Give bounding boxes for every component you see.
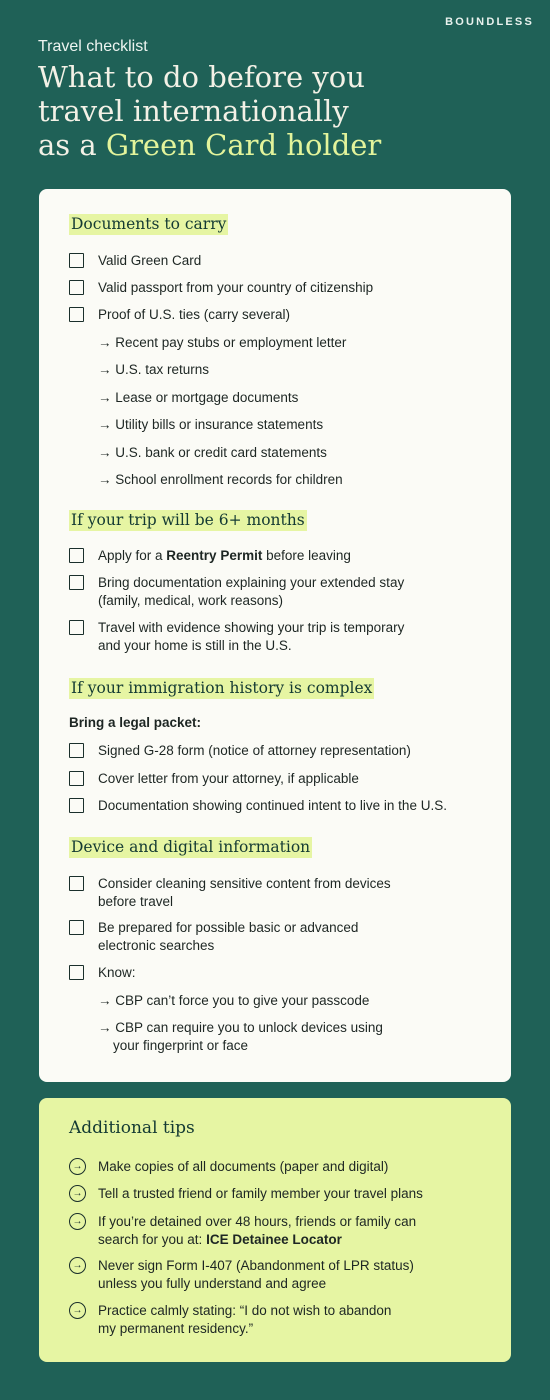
arrow-circle-icon: → bbox=[69, 1257, 86, 1274]
checkbox-icon[interactable] bbox=[69, 743, 84, 758]
section-title-device: Device and digital information bbox=[71, 838, 311, 856]
section-title-immigration: If your immigration history is complex bbox=[71, 679, 373, 697]
ice-detainee-locator-link[interactable]: ICE Detainee Locator bbox=[206, 1232, 342, 1247]
tips-card: Additional tips → Make copies of all documents (paper and digital) → Tell a trusted friend or family member your travel plans → If you’re detained over 48 hours, friends or family can search for you at: ICE Detainee Locator → Never sign Form I-407 (Abandonment of LPR status) unless you fully understand and agree → Practice calmly stating: “I do not wish to abandon my permanent residency.” bbox=[39, 1098, 511, 1362]
sub-item: → U.S. bank or credit card statements bbox=[98, 445, 327, 460]
sub-item: → CBP can require you to unlock devices using your fingerprint or face bbox=[98, 1020, 383, 1053]
arrow-circle-icon: → bbox=[69, 1302, 86, 1319]
arrow-circle-icon: → bbox=[69, 1213, 86, 1230]
checkbox-icon[interactable] bbox=[69, 548, 84, 563]
sub-item: → Utility bills or insurance statements bbox=[98, 417, 324, 432]
arrow-circle-icon: → bbox=[69, 1158, 86, 1175]
brand-logo: BOUNDLESS bbox=[445, 16, 534, 28]
checkbox-icon[interactable] bbox=[69, 575, 84, 590]
sub-item: → U.S. tax returns bbox=[98, 362, 210, 377]
checkbox-icon[interactable] bbox=[69, 307, 84, 322]
arrow-circle-icon: → bbox=[69, 1185, 86, 1202]
checklist-card: Documents to carry Valid Green Card Valid passport from your country of citizenship Proof of U.S. ties (carry several) → Recent pay stubs or employment letter → U.S. tax returns → Lease or mortgage documents → Utility bills or insurance statements → U.S. bank or credit card statements → School enrollment records for children If your trip will be 6+ months Apply for a Reentry Permit before leaving Bring documentation explaining your extended stay (family, medical, work reasons) Travel with evidence showing your trip is temporary and your home is still in the U.S. If your immigration history is complex Bring a legal packet: Signed G-28 form (notice of attorney representation) Cover letter from your attorney, if applicable Documentation showing continued intent to live in the U.S. Device and digital information Consider cleaning sensitive content from devices before travel Be prepared for possible basic or advanced electronic searches Know: → CBP can’t force you to give your passcode → CBP can require you to unlock devices using your fingerprint or face bbox=[39, 189, 511, 1082]
checkbox-icon[interactable] bbox=[69, 620, 84, 635]
section-title-documents: Documents to carry bbox=[71, 215, 227, 233]
tips-title: Additional tips bbox=[69, 1118, 195, 1138]
sub-item: → School enrollment records for children bbox=[98, 472, 343, 487]
checkbox-icon[interactable] bbox=[69, 920, 84, 935]
checkbox-icon[interactable] bbox=[69, 965, 84, 980]
sub-item: → Lease or mortgage documents bbox=[98, 390, 299, 405]
legal-packet-label: Bring a legal packet: bbox=[69, 715, 202, 730]
checkbox-icon[interactable] bbox=[69, 771, 84, 786]
sub-item: → CBP can’t force you to give your passcode bbox=[98, 993, 370, 1008]
section-title-long-trip: If your trip will be 6+ months bbox=[71, 511, 305, 529]
eyebrow-label: Travel checklist bbox=[38, 38, 148, 55]
page-title: What to do before you travel internationally as a Green Card holder bbox=[38, 60, 382, 162]
checkbox-icon[interactable] bbox=[69, 253, 84, 268]
title-highlight: Green Card holder bbox=[105, 128, 382, 162]
checkbox-icon[interactable] bbox=[69, 280, 84, 295]
checkbox-icon[interactable] bbox=[69, 876, 84, 891]
sub-item: → Recent pay stubs or employment letter bbox=[98, 335, 347, 350]
checkbox-icon[interactable] bbox=[69, 798, 84, 813]
